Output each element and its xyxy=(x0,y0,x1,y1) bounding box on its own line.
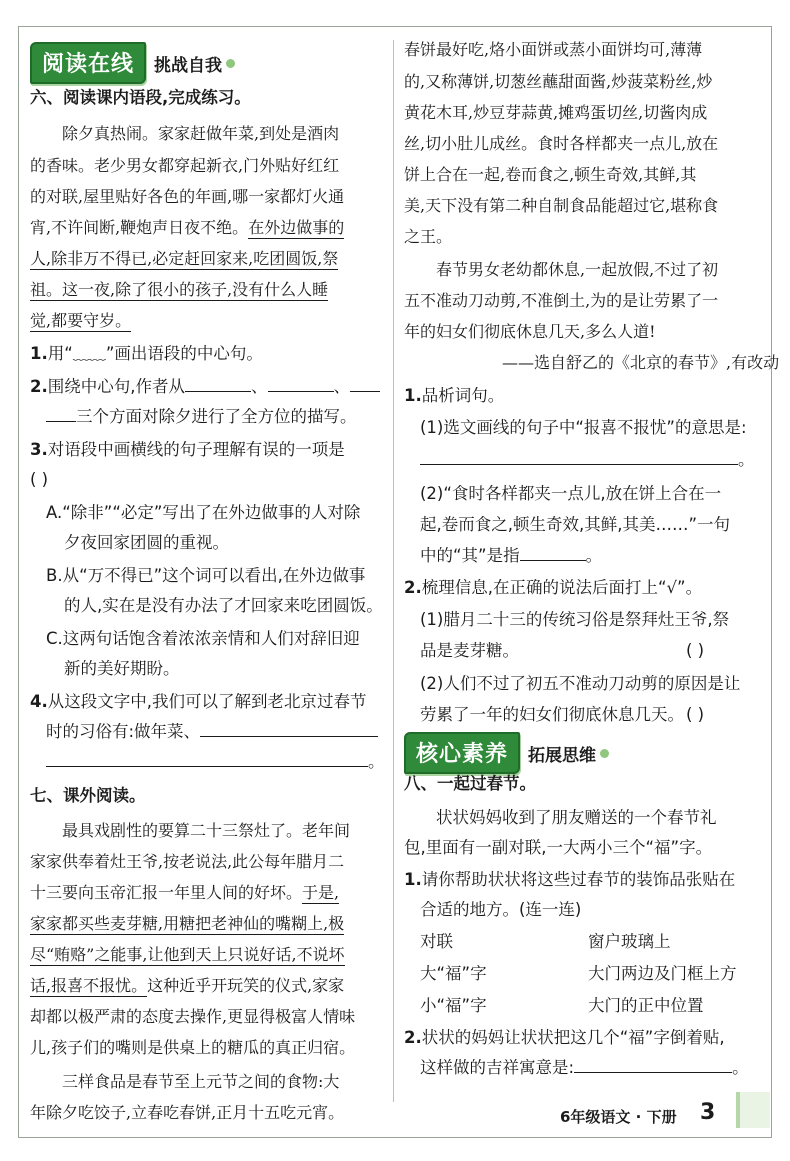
underlined-sentence: 人,除非万不得已,必定赶回家来,吃团圆饭,祭 xyxy=(30,249,339,268)
match-right-item[interactable]: 窗户玻璃上 xyxy=(588,932,671,951)
r-question-4-cont xyxy=(420,1058,749,1078)
passage2-text: 十三要向玉帝汇报一年里人间的好坏。 xyxy=(30,883,303,902)
question-text: 时的习俗有:做年菜、 xyxy=(46,722,201,741)
match-left-item[interactable]: 对联 xyxy=(420,932,453,951)
r-question-2-item1-cont: 品是麦芽糖。 xyxy=(420,641,519,660)
answer-paren[interactable]: ( ) xyxy=(30,470,49,489)
question-2-cont xyxy=(46,407,357,427)
match-left-item[interactable]: 大“福”字 xyxy=(420,964,487,983)
question-number: 1. xyxy=(30,344,48,363)
passage2-line: 年除夕吃饺子,立春吃春饼,正月十五吃元宵。 xyxy=(30,1103,345,1122)
passage2-cont-line: 春节男女老幼都休息,一起放假,不过了初 xyxy=(436,260,719,279)
period: 。 xyxy=(738,450,755,469)
literacy-banner xyxy=(404,732,609,774)
passage2-cont-line: 五不准动刀动剪,不准倒土,为的是让劳累了一 xyxy=(404,291,719,310)
passage2-line: 最具戏剧性的要算二十三祭灶了。老年间 xyxy=(62,821,351,840)
question-4-cont xyxy=(46,752,385,772)
option-c-cont: 新的美好期盼。 xyxy=(64,659,180,678)
question-number: 1. xyxy=(404,386,422,405)
period: 。 xyxy=(368,752,385,771)
question-text: 中的“其”是指 xyxy=(420,546,520,565)
banner-subtitle: 拓展思维 xyxy=(528,745,597,766)
underlined-sentence: 话,报喜不报忧。 xyxy=(30,976,148,995)
question-3 xyxy=(30,440,345,460)
underlined-sentence: 家家都买些麦芽糖,用糖把老神仙的嘴糊上,极 xyxy=(30,914,345,933)
passage2-text: 这种近乎开玩笑的仪式,家家 xyxy=(147,976,345,995)
r-question-2 xyxy=(404,578,702,598)
question-text: 梳理信息,在正确的说法后面打上“√”。 xyxy=(421,578,703,597)
passage1-text: 宵,不许间断,鞭炮声日夜不绝。 xyxy=(30,218,249,237)
passage2-line xyxy=(30,976,344,996)
passage2-line: 三样食品是春节至上元节之间的食物:大 xyxy=(62,1072,340,1091)
answer-blank[interactable] xyxy=(46,752,368,767)
question-2 xyxy=(30,377,380,397)
answer-paren[interactable]: ( ) xyxy=(686,641,705,660)
r-question-1-sub1-answer xyxy=(420,450,755,470)
underlined-sentence: 祖。这一夜,除了很小的孩子,没有什么人睡 xyxy=(30,280,329,299)
passage2-line: 家家供奉着灶王爷,按老说法,此公每年腊月二 xyxy=(30,852,345,871)
passage2-line xyxy=(30,945,345,965)
period: 。 xyxy=(732,1058,749,1077)
question-number: 2. xyxy=(404,1028,422,1047)
question-4-cont xyxy=(46,722,378,742)
passage1-line xyxy=(30,280,328,300)
separator: 、 xyxy=(251,377,268,396)
answer-blank[interactable] xyxy=(268,377,334,392)
passage2-cont-line: 的,又称薄饼,切葱丝蘸甜面酱,炒菠菜粉丝,炒 xyxy=(404,72,713,91)
question-text: 状状的妈妈让状状把这几个“福”字倒着贴, xyxy=(421,1028,725,1047)
question-text: 用“ xyxy=(47,344,73,363)
r-question-2-item2: (2)人们不过了初五不准动刀动剪的原因是让 xyxy=(420,674,741,693)
match-left-item[interactable]: 小“福”字 xyxy=(420,996,487,1015)
option-a: A.“除非”“必定”写出了在外边做事的人对除 xyxy=(46,503,361,522)
underlined-sentence: 在外边做事的 xyxy=(248,218,345,237)
passage1-line: 除夕真热闹。家家赶做年菜,到处是酒肉 xyxy=(62,124,340,143)
underlined-sentence: 觉,都要守岁。 xyxy=(30,311,132,330)
answer-blank[interactable] xyxy=(46,407,76,422)
r-question-2-item2-cont: 劳累了一年的妇女们彻底休息几天。 xyxy=(420,705,684,724)
banner-title: 阅读在线 xyxy=(30,42,146,84)
passage2-line xyxy=(30,914,344,934)
question-text: 对语段中画横线的句子理解有误的一项是 xyxy=(47,440,345,459)
passage2-cont-line: 黄花木耳,炒豆芽蒜黄,摊鸡蛋切丝,切酱肉成 xyxy=(404,103,708,122)
question-number: 2. xyxy=(30,377,48,396)
question-text: 这样做的吉祥寓意是: xyxy=(420,1058,575,1077)
page-tab-decoration xyxy=(736,1092,770,1128)
r-question-1-sub2-cont: 起,卷而食之,顿生奇效,其鲜,其美……”一句 xyxy=(420,515,731,534)
passage2-cont-line: 之王。 xyxy=(404,227,453,246)
question-number: 4. xyxy=(30,692,48,711)
match-right-item[interactable]: 大门两边及门框上方 xyxy=(588,964,737,983)
answer-blank[interactable] xyxy=(574,1058,732,1073)
question-text: 从这段文字中,我们可以了解到老北京过春节 xyxy=(47,692,367,711)
underlined-sentence: 于是, xyxy=(302,883,340,902)
source-citation: ——选自舒乙的《北京的春节》,有改动 xyxy=(502,353,780,372)
answer-blank[interactable] xyxy=(185,377,251,392)
passage1-line xyxy=(30,218,344,238)
question-4 xyxy=(30,692,367,712)
section-6-title: 六、阅读课内语段,完成练习。 xyxy=(30,88,251,107)
question-text: 围绕中心句,作者从 xyxy=(47,377,185,396)
passage1-line: 的对联,屋里贴好各色的年画,哪一家都灯火通 xyxy=(30,187,345,206)
passage1-line: 的香味。老少男女都穿起新衣,门外贴好红红 xyxy=(30,156,340,175)
question-number: 3. xyxy=(30,440,48,459)
r-question-3-cont: 合适的地方。(连一连) xyxy=(420,900,582,919)
question-text: 品析词句。 xyxy=(421,386,505,405)
passage2-cont-line: 饼上合在一起,卷而食之,顿生奇效,其鲜,其 xyxy=(404,165,697,184)
question-number: 2. xyxy=(404,578,422,597)
footer-book-title: 6年级语文 · 下册 xyxy=(560,1108,677,1126)
question-text: 请你帮助状状将这些过春节的装饰品张贴在 xyxy=(421,870,736,889)
column-divider xyxy=(393,40,394,1102)
passage2-line: 却都以极严肃的态度去操作,更显得极富人情味 xyxy=(30,1007,356,1026)
answer-blank[interactable] xyxy=(520,546,586,561)
r-question-1 xyxy=(404,386,504,406)
r-question-3 xyxy=(404,870,735,890)
passage2-cont-line: 年的妇女们彻底休息几天,多么人道! xyxy=(404,322,656,341)
r-question-2-item1: (1)腊月二十三的传统习俗是祭拜灶王爷,祭 xyxy=(420,610,730,629)
page-number: 3 xyxy=(700,1100,716,1125)
option-a-cont: 夕夜回家团圆的重视。 xyxy=(64,533,229,552)
question-text: 三个方面对除夕进行了全方位的描写。 xyxy=(76,407,357,426)
underlined-sentence: 尽“贿赂”之能事,让他到天上只说好话,不说坏 xyxy=(30,945,345,964)
wavy-mark-icon: ﹏﹏ xyxy=(72,344,106,363)
answer-blank[interactable] xyxy=(350,377,380,392)
reading-banner xyxy=(30,42,235,84)
passage2-cont-line: 丝,切小肚儿成丝。食时各样都夹一点儿,放在 xyxy=(404,134,719,153)
separator: 、 xyxy=(333,377,350,396)
match-right-item[interactable]: 大门的正中位置 xyxy=(588,996,704,1015)
question-1 xyxy=(30,344,263,364)
option-b-cont: 的人,实在是没有办法了才回家来吃团圆饭。 xyxy=(64,596,383,615)
r-question-1-sub2: (2)“食时各样都夹一点儿,放在饼上合在一 xyxy=(420,484,722,503)
passage2-cont-line: 春饼最好吃,烙小面饼或蒸小面饼均可,薄薄 xyxy=(404,40,703,59)
passage1-line xyxy=(30,311,131,331)
passage2-cont-line: 美,天下没有第二种自制食品能超过它,堪称食 xyxy=(404,196,719,215)
answer-blank[interactable] xyxy=(200,722,378,737)
r-question-1-sub2-cont xyxy=(420,546,602,566)
section-7-title: 七、课外阅读。 xyxy=(30,786,146,805)
banner-dot-icon xyxy=(600,749,609,758)
section-8-title: 八、一起过春节。 xyxy=(404,774,536,793)
intro-line: 状状妈妈收到了朋友赠送的一个春节礼 xyxy=(436,808,717,827)
intro-line: 包,里面有一副对联,一大两小三个“福”字。 xyxy=(404,838,713,857)
question-number: 1. xyxy=(404,870,422,889)
option-c: C.这两句话饱含着浓浓亲情和人们对辞旧迎 xyxy=(46,629,360,648)
passage2-line xyxy=(30,883,339,903)
question-text: ”画出语段的中心句。 xyxy=(105,344,263,363)
passage1-line xyxy=(30,249,338,269)
answer-blank[interactable] xyxy=(420,450,738,465)
option-b: B.从“万不得已”这个词可以看出,在外边做事 xyxy=(46,566,366,585)
answer-paren[interactable]: ( ) xyxy=(686,705,705,724)
period: 。 xyxy=(585,546,603,565)
banner-title: 核心素养 xyxy=(404,732,520,774)
passage2-line: 儿,孩子们的嘴则是供桌上的糖瓜的真正归宿。 xyxy=(30,1038,356,1057)
banner-subtitle: 挑战自我 xyxy=(154,55,223,76)
r-question-1-sub1: (1)选文画线的句子中“报喜不报忧”的意思是: xyxy=(420,418,747,437)
r-question-4 xyxy=(404,1028,725,1048)
banner-dot-icon xyxy=(226,59,235,68)
